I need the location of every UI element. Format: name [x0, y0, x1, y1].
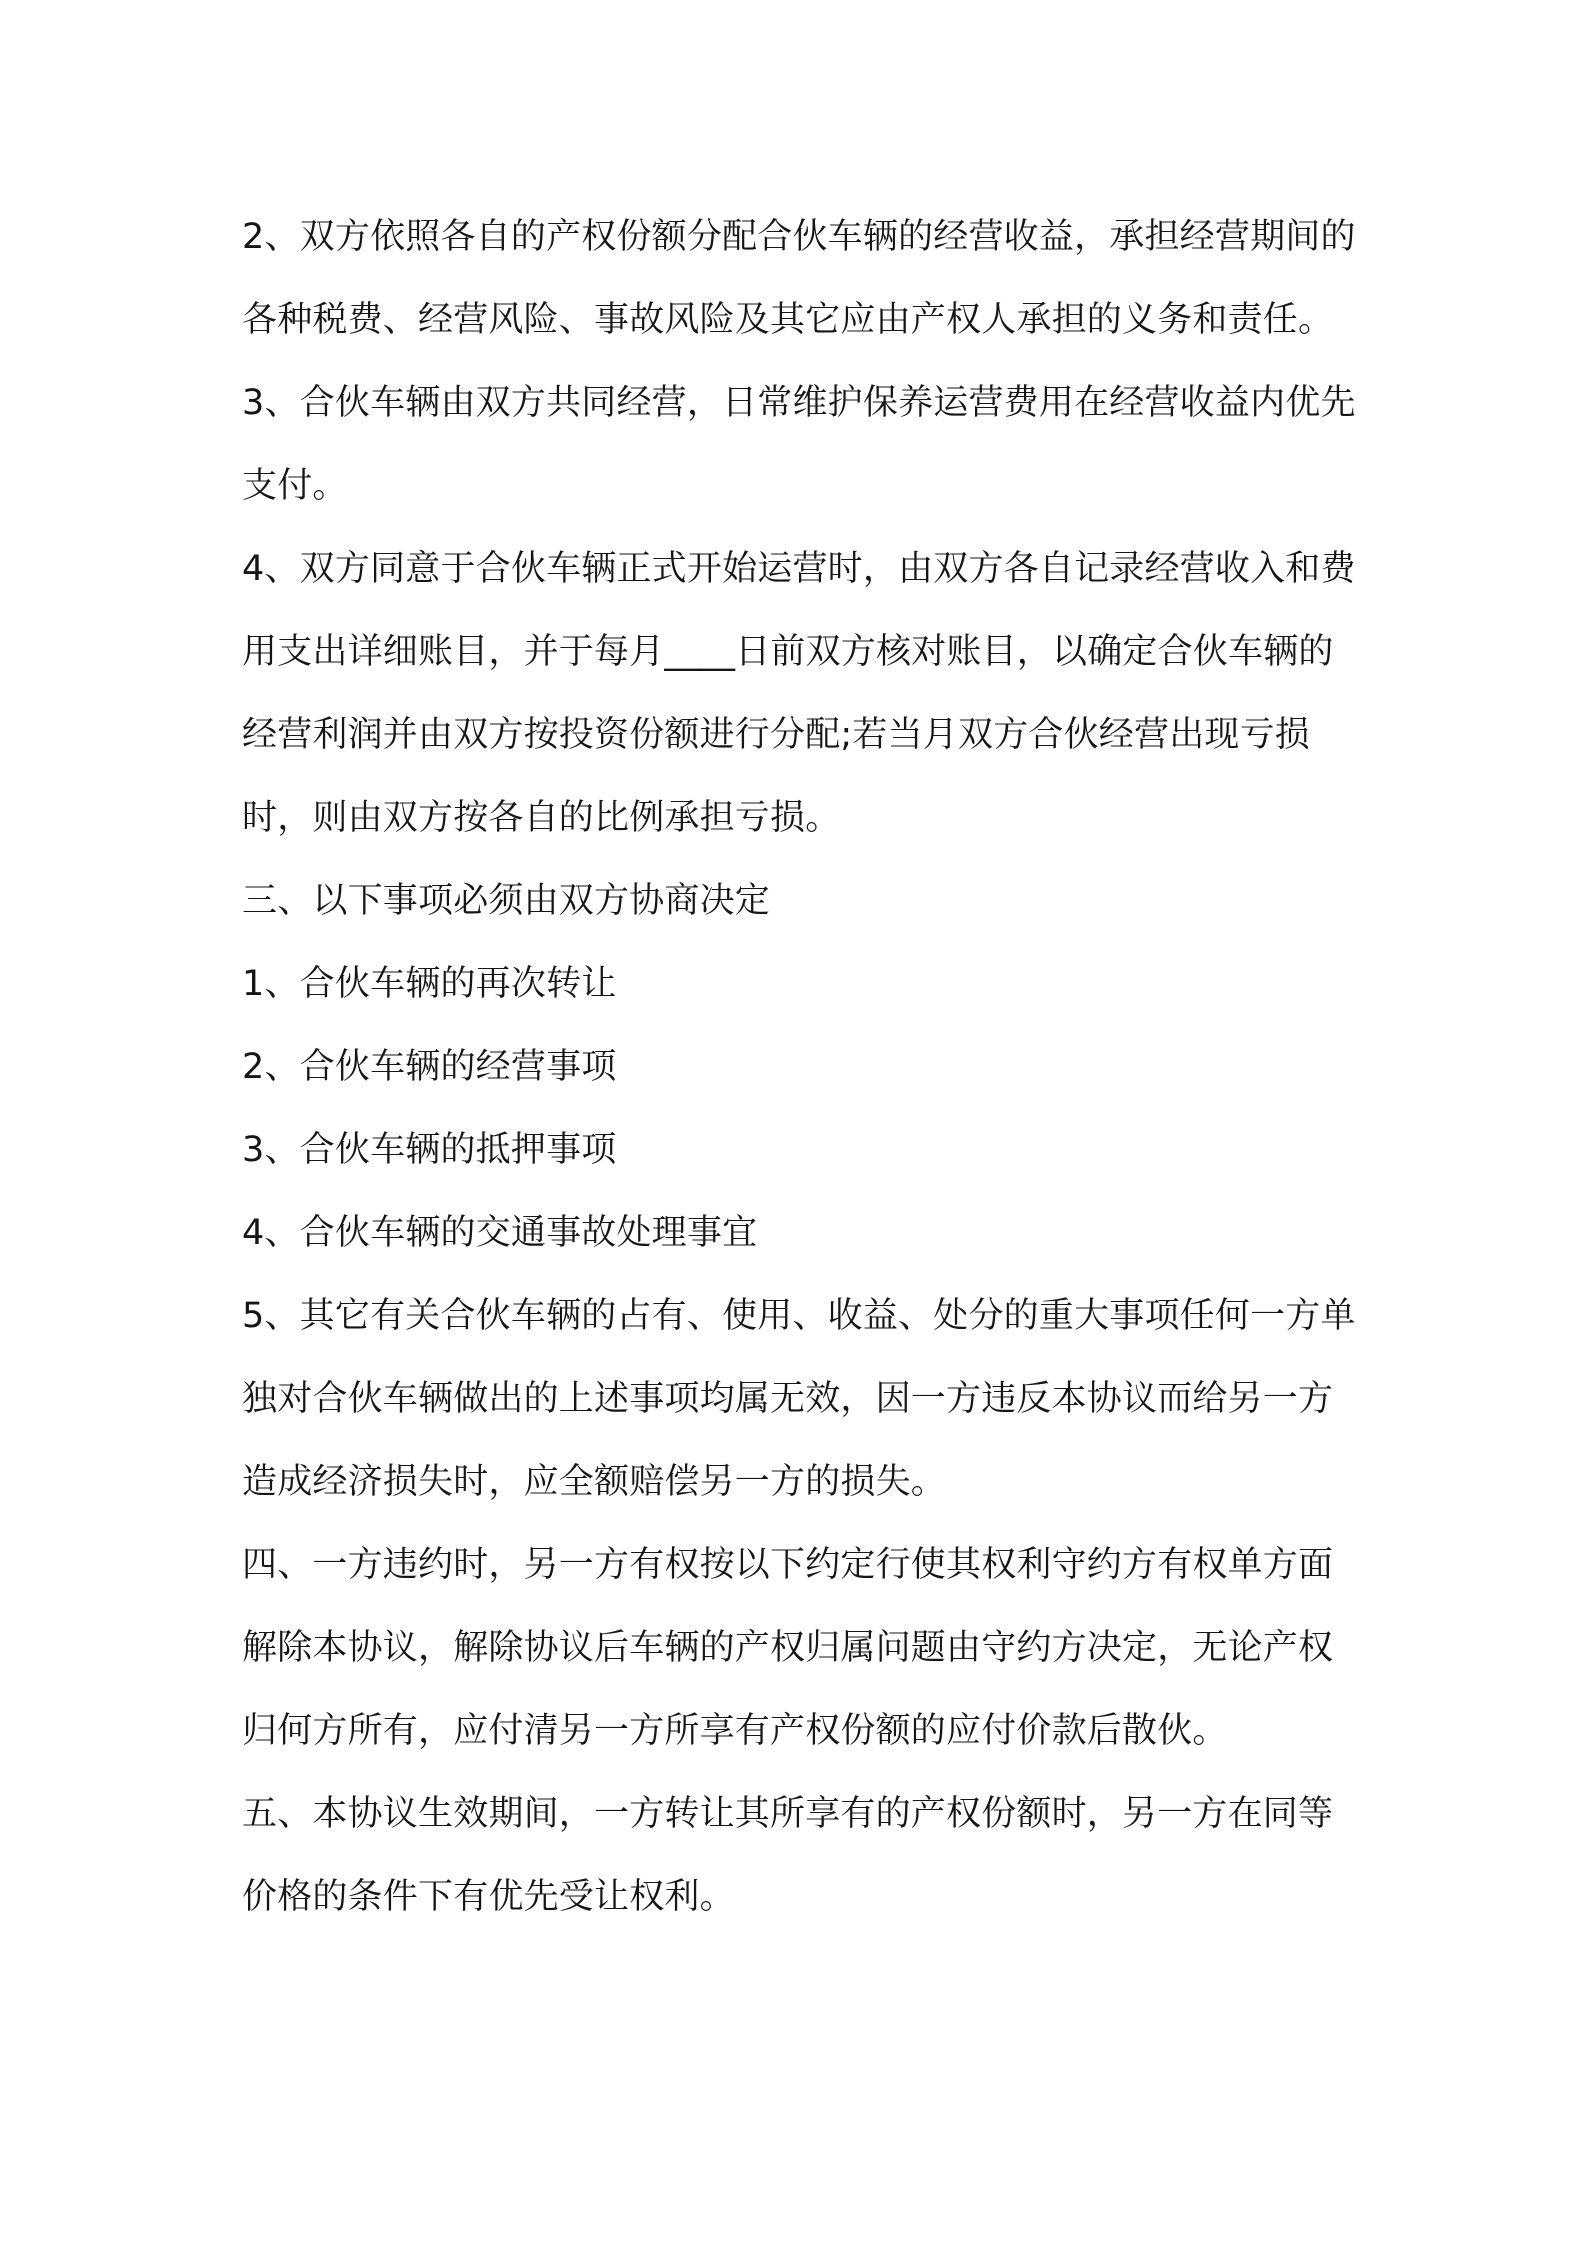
clause-2-income-distribution: 2、双方依照各自的产权份额分配合伙车辆的经营收益，承担经营期间的各种税费、经营风险、事故风险及其它应由产权人承担的义务和责任。	[242, 217, 1356, 340]
item-3-mortgage: 3、合伙车辆的抵押事项	[242, 1130, 617, 1170]
section-3-heading: 三、以下事项必须由双方协商决定	[242, 881, 771, 921]
item-1-resale: 1、合伙车辆的再次转让	[242, 964, 617, 1004]
item-4-accident-handling: 4、合伙车辆的交通事故处理事宜	[242, 1213, 758, 1253]
item-5-other-matters: 5、其它有关合伙车辆的占有、使用、收益、处分的重大事项任何一方单独对合伙车辆做出的上述事项均属无效，因一方违反本协议而给另一方造成经济损失时，应全额赔偿另一方的损失。	[242, 1296, 1356, 1502]
document-body	[242, 196, 1356, 1939]
item-2-operations: 2、合伙车辆的经营事项	[242, 1047, 617, 1087]
section-5-transfer-priority: 五、本协议生效期间，一方转让其所享有的产权份额时，另一方在同等价格的条件下有优先受让权利。	[242, 1794, 1334, 1917]
section-4-breach: 四、一方违约时，另一方有权按以下约定行使其权利守约方有权单方面解除本协议，解除协议后车辆的产权归属问题由守约方决定，无论产权归何方所有，应付清另一方所享有产权份额的应付价款后散伙。	[242, 1545, 1334, 1751]
clause-4-accounting: 4、双方同意于合伙车辆正式开始运营时，由双方各自记录经营收入和费用支出详细账目，并于每月____日前双方核对账目，以确定合伙车辆的经营利润并由双方按投资份额进行分配;若当月双方合伙经营出现亏损时，则由双方按各自的比例承担亏损。	[242, 549, 1356, 838]
clause-3-joint-operation: 3、合伙车辆由双方共同经营，日常维护保养运营费用在经营收益内优先支付。	[242, 383, 1356, 506]
